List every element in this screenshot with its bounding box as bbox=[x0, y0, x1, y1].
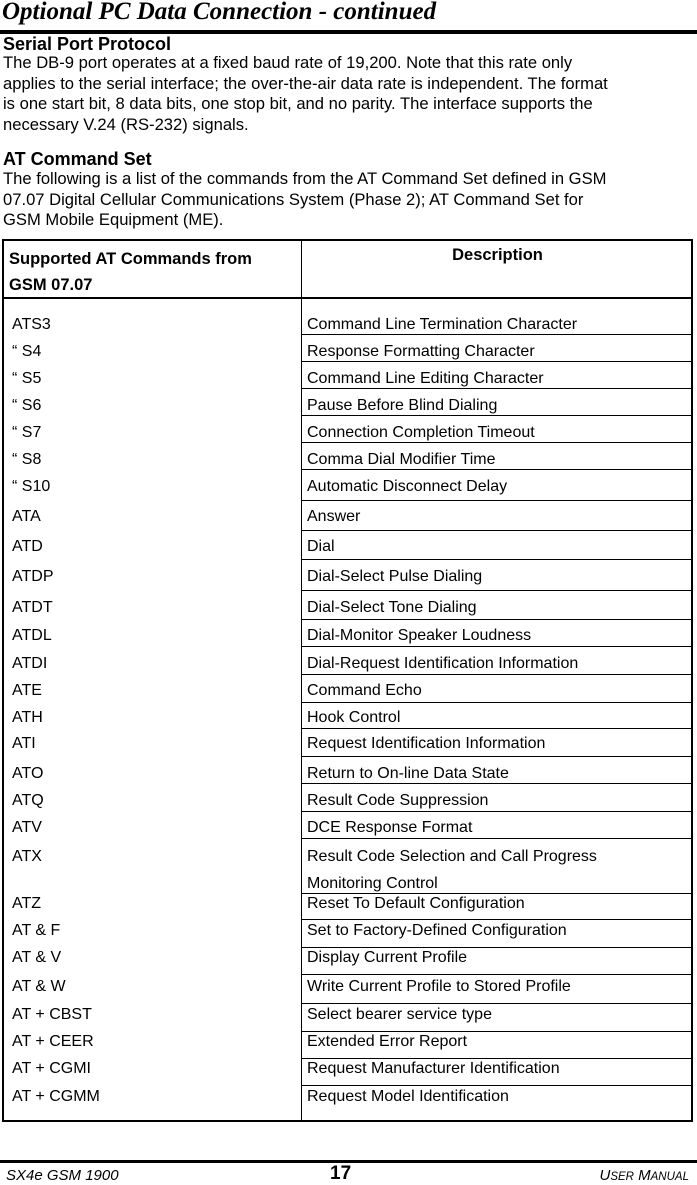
description-line: Dial-Request Identification Information bbox=[307, 655, 579, 672]
description-cell bbox=[307, 917, 567, 944]
command-cell: ATD bbox=[12, 538, 43, 555]
description-cell bbox=[307, 563, 482, 590]
footer-manual-part: U bbox=[599, 1167, 611, 1184]
description-line: Command Line Termination Character bbox=[307, 316, 578, 333]
header-commands-line: Supported AT Commands from bbox=[9, 250, 252, 268]
description-cell bbox=[307, 1055, 560, 1082]
command-cell: AT & F bbox=[12, 922, 61, 939]
description-line: Command Line Editing Character bbox=[307, 370, 544, 387]
description-line: Write Current Profile to Stored Profile bbox=[307, 978, 571, 995]
row-rule bbox=[302, 947, 693, 948]
description-line: Response Formatting Character bbox=[307, 343, 535, 360]
command-cell: ATO bbox=[12, 765, 44, 782]
description-line: Return to On-line Data State bbox=[307, 765, 509, 782]
footer-product: SX4e GSM 1900 bbox=[6, 1167, 119, 1184]
description-line: Dial-Select Pulse Dialing bbox=[307, 568, 483, 585]
description-cell bbox=[307, 594, 477, 621]
command-cell: ATA bbox=[12, 508, 41, 525]
description-line: Result Code Suppression bbox=[307, 792, 489, 809]
row-rule bbox=[302, 783, 693, 784]
description-line: Dial-Select Tone Dialing bbox=[307, 599, 477, 616]
row-rule bbox=[302, 838, 693, 839]
row-rule bbox=[302, 469, 693, 470]
description-cell bbox=[307, 650, 578, 677]
description-line: Request Model Identification bbox=[307, 1088, 509, 1105]
description-cell bbox=[307, 473, 507, 500]
command-cell: ATDP bbox=[12, 568, 54, 585]
command-cell: ATDT bbox=[12, 599, 53, 616]
row-rule bbox=[302, 702, 693, 703]
atset-line: The following is a list of the commands from the AT Command Set defined in GSM bbox=[3, 169, 607, 188]
row-rule bbox=[302, 619, 693, 620]
description-line: Request Manufacturer Identification bbox=[307, 1060, 560, 1077]
serial-line: The DB-9 port operates at a fixed baud rate of 19,200. Note that this rate only bbox=[3, 53, 573, 72]
command-cell: AT + CBST bbox=[12, 1006, 92, 1023]
command-cell: ATS3 bbox=[12, 316, 51, 333]
command-cell: ATDL bbox=[12, 627, 52, 644]
command-cell: “ S6 bbox=[12, 397, 42, 414]
row-rule bbox=[302, 361, 693, 362]
serial-line: necessary V.24 (RS-232) signals. bbox=[3, 114, 249, 134]
row-rule bbox=[302, 674, 693, 675]
description-line: Display Current Profile bbox=[307, 949, 468, 966]
description-cell bbox=[307, 1028, 467, 1055]
row-rule bbox=[302, 388, 693, 389]
command-cell: “ S5 bbox=[12, 370, 42, 387]
description-cell bbox=[307, 1001, 492, 1028]
command-cell: ATZ bbox=[12, 895, 42, 912]
description-cell bbox=[307, 973, 571, 1000]
description-line: Reset To Default Configuration bbox=[307, 895, 525, 912]
header-commands-line: GSM 07.07 bbox=[9, 276, 93, 294]
header-rule bbox=[4, 297, 693, 299]
command-cell: “ S7 bbox=[12, 424, 42, 441]
at-command-table bbox=[2, 239, 693, 1122]
row-rule bbox=[302, 1058, 693, 1059]
description-cell bbox=[307, 730, 545, 757]
description-cell bbox=[307, 843, 597, 897]
row-rule bbox=[302, 811, 693, 812]
footer-manual bbox=[599, 1167, 689, 1184]
command-cell: ATX bbox=[12, 848, 42, 865]
description-cell bbox=[307, 890, 525, 917]
description-cell bbox=[307, 622, 531, 649]
serial-heading: Serial Port Protocol bbox=[3, 34, 172, 54]
row-rule bbox=[302, 530, 693, 531]
command-cell: “ S10 bbox=[12, 478, 51, 495]
atset-line: GSM Mobile Equipment (ME). bbox=[3, 210, 224, 229]
command-cell: AT + CGMI bbox=[12, 1060, 91, 1077]
column-divider bbox=[301, 241, 302, 1122]
header-commands bbox=[9, 246, 252, 298]
command-cell: AT + CEER bbox=[12, 1033, 94, 1050]
description-line: Command Echo bbox=[307, 682, 422, 699]
description-line: Monitoring Control bbox=[307, 875, 438, 892]
row-rule bbox=[302, 442, 693, 443]
row-rule bbox=[302, 415, 693, 416]
row-rule bbox=[302, 1003, 693, 1004]
description-line: Comma Dial Modifier Time bbox=[307, 451, 496, 468]
description-line: Extended Error Report bbox=[307, 1033, 468, 1050]
description-cell bbox=[307, 814, 472, 841]
description-line: Automatic Disconnect Delay bbox=[307, 478, 508, 495]
description-cell bbox=[307, 704, 400, 731]
row-rule bbox=[302, 500, 693, 501]
row-rule bbox=[302, 974, 693, 975]
description-line: Result Code Selection and Call Progress bbox=[307, 848, 597, 865]
description-line: DCE Response Format bbox=[307, 819, 473, 836]
command-cell: ATE bbox=[12, 682, 42, 699]
command-cell: ATV bbox=[12, 819, 42, 836]
description-line: Dial-Monitor Speaker Loudness bbox=[307, 627, 532, 644]
footer-manual-part: M bbox=[633, 1167, 651, 1184]
header-description: Description bbox=[452, 246, 543, 264]
row-rule bbox=[302, 590, 693, 591]
row-rule bbox=[302, 559, 693, 560]
row-rule bbox=[302, 893, 693, 894]
description-cell bbox=[307, 503, 360, 530]
footer-manual-part: ANUAL bbox=[650, 1171, 689, 1183]
description-line: Set to Factory-Defined Configuration bbox=[307, 922, 567, 939]
command-cell: ATH bbox=[12, 709, 43, 726]
command-cell: AT + CGMM bbox=[12, 1088, 100, 1105]
description-cell bbox=[307, 533, 335, 560]
description-cell bbox=[307, 944, 467, 971]
row-rule bbox=[302, 756, 693, 757]
description-line: Select bearer service type bbox=[307, 1006, 492, 1023]
serial-line: applies to the serial interface; the over-the-air data rate is independent. The format bbox=[3, 73, 608, 93]
row-rule bbox=[302, 1085, 693, 1086]
atset-paragraph bbox=[3, 169, 697, 231]
command-cell: ATI bbox=[12, 735, 36, 752]
command-cell: ATQ bbox=[12, 792, 44, 809]
page-number: 17 bbox=[330, 1163, 352, 1184]
description-cell bbox=[307, 677, 422, 704]
command-cell: “ S8 bbox=[12, 451, 42, 468]
footer-manual-part: SER bbox=[610, 1171, 634, 1183]
description-line: Hook Control bbox=[307, 709, 401, 726]
row-rule bbox=[302, 1031, 693, 1032]
atset-heading: AT Command Set bbox=[3, 149, 152, 169]
row-rule bbox=[302, 919, 693, 920]
description-cell bbox=[307, 1083, 509, 1110]
description-line: Answer bbox=[307, 508, 361, 525]
command-cell: “ S4 bbox=[12, 343, 42, 360]
serial-line: is one start bit, 8 data bits, one stop bit, and no parity. The interface supports the bbox=[3, 94, 593, 113]
serial-paragraph bbox=[3, 53, 697, 135]
row-rule bbox=[302, 334, 693, 335]
description-line: Request Identification Information bbox=[307, 735, 546, 752]
description-line: Connection Completion Timeout bbox=[307, 424, 535, 441]
description-cell bbox=[307, 787, 488, 814]
row-rule bbox=[302, 646, 693, 647]
row-rule bbox=[302, 728, 693, 729]
page-title: Optional PC Data Connection - continued bbox=[2, 0, 437, 25]
command-cell: AT & W bbox=[12, 978, 66, 995]
command-cell: ATDI bbox=[12, 655, 48, 672]
atset-line: 07.07 Digital Cellular Communications System (Phase 2); AT Command Set for bbox=[3, 189, 584, 209]
command-cell: AT & V bbox=[12, 949, 62, 966]
description-line: Pause Before Blind Dialing bbox=[307, 397, 498, 414]
description-line: Dial bbox=[307, 538, 335, 555]
